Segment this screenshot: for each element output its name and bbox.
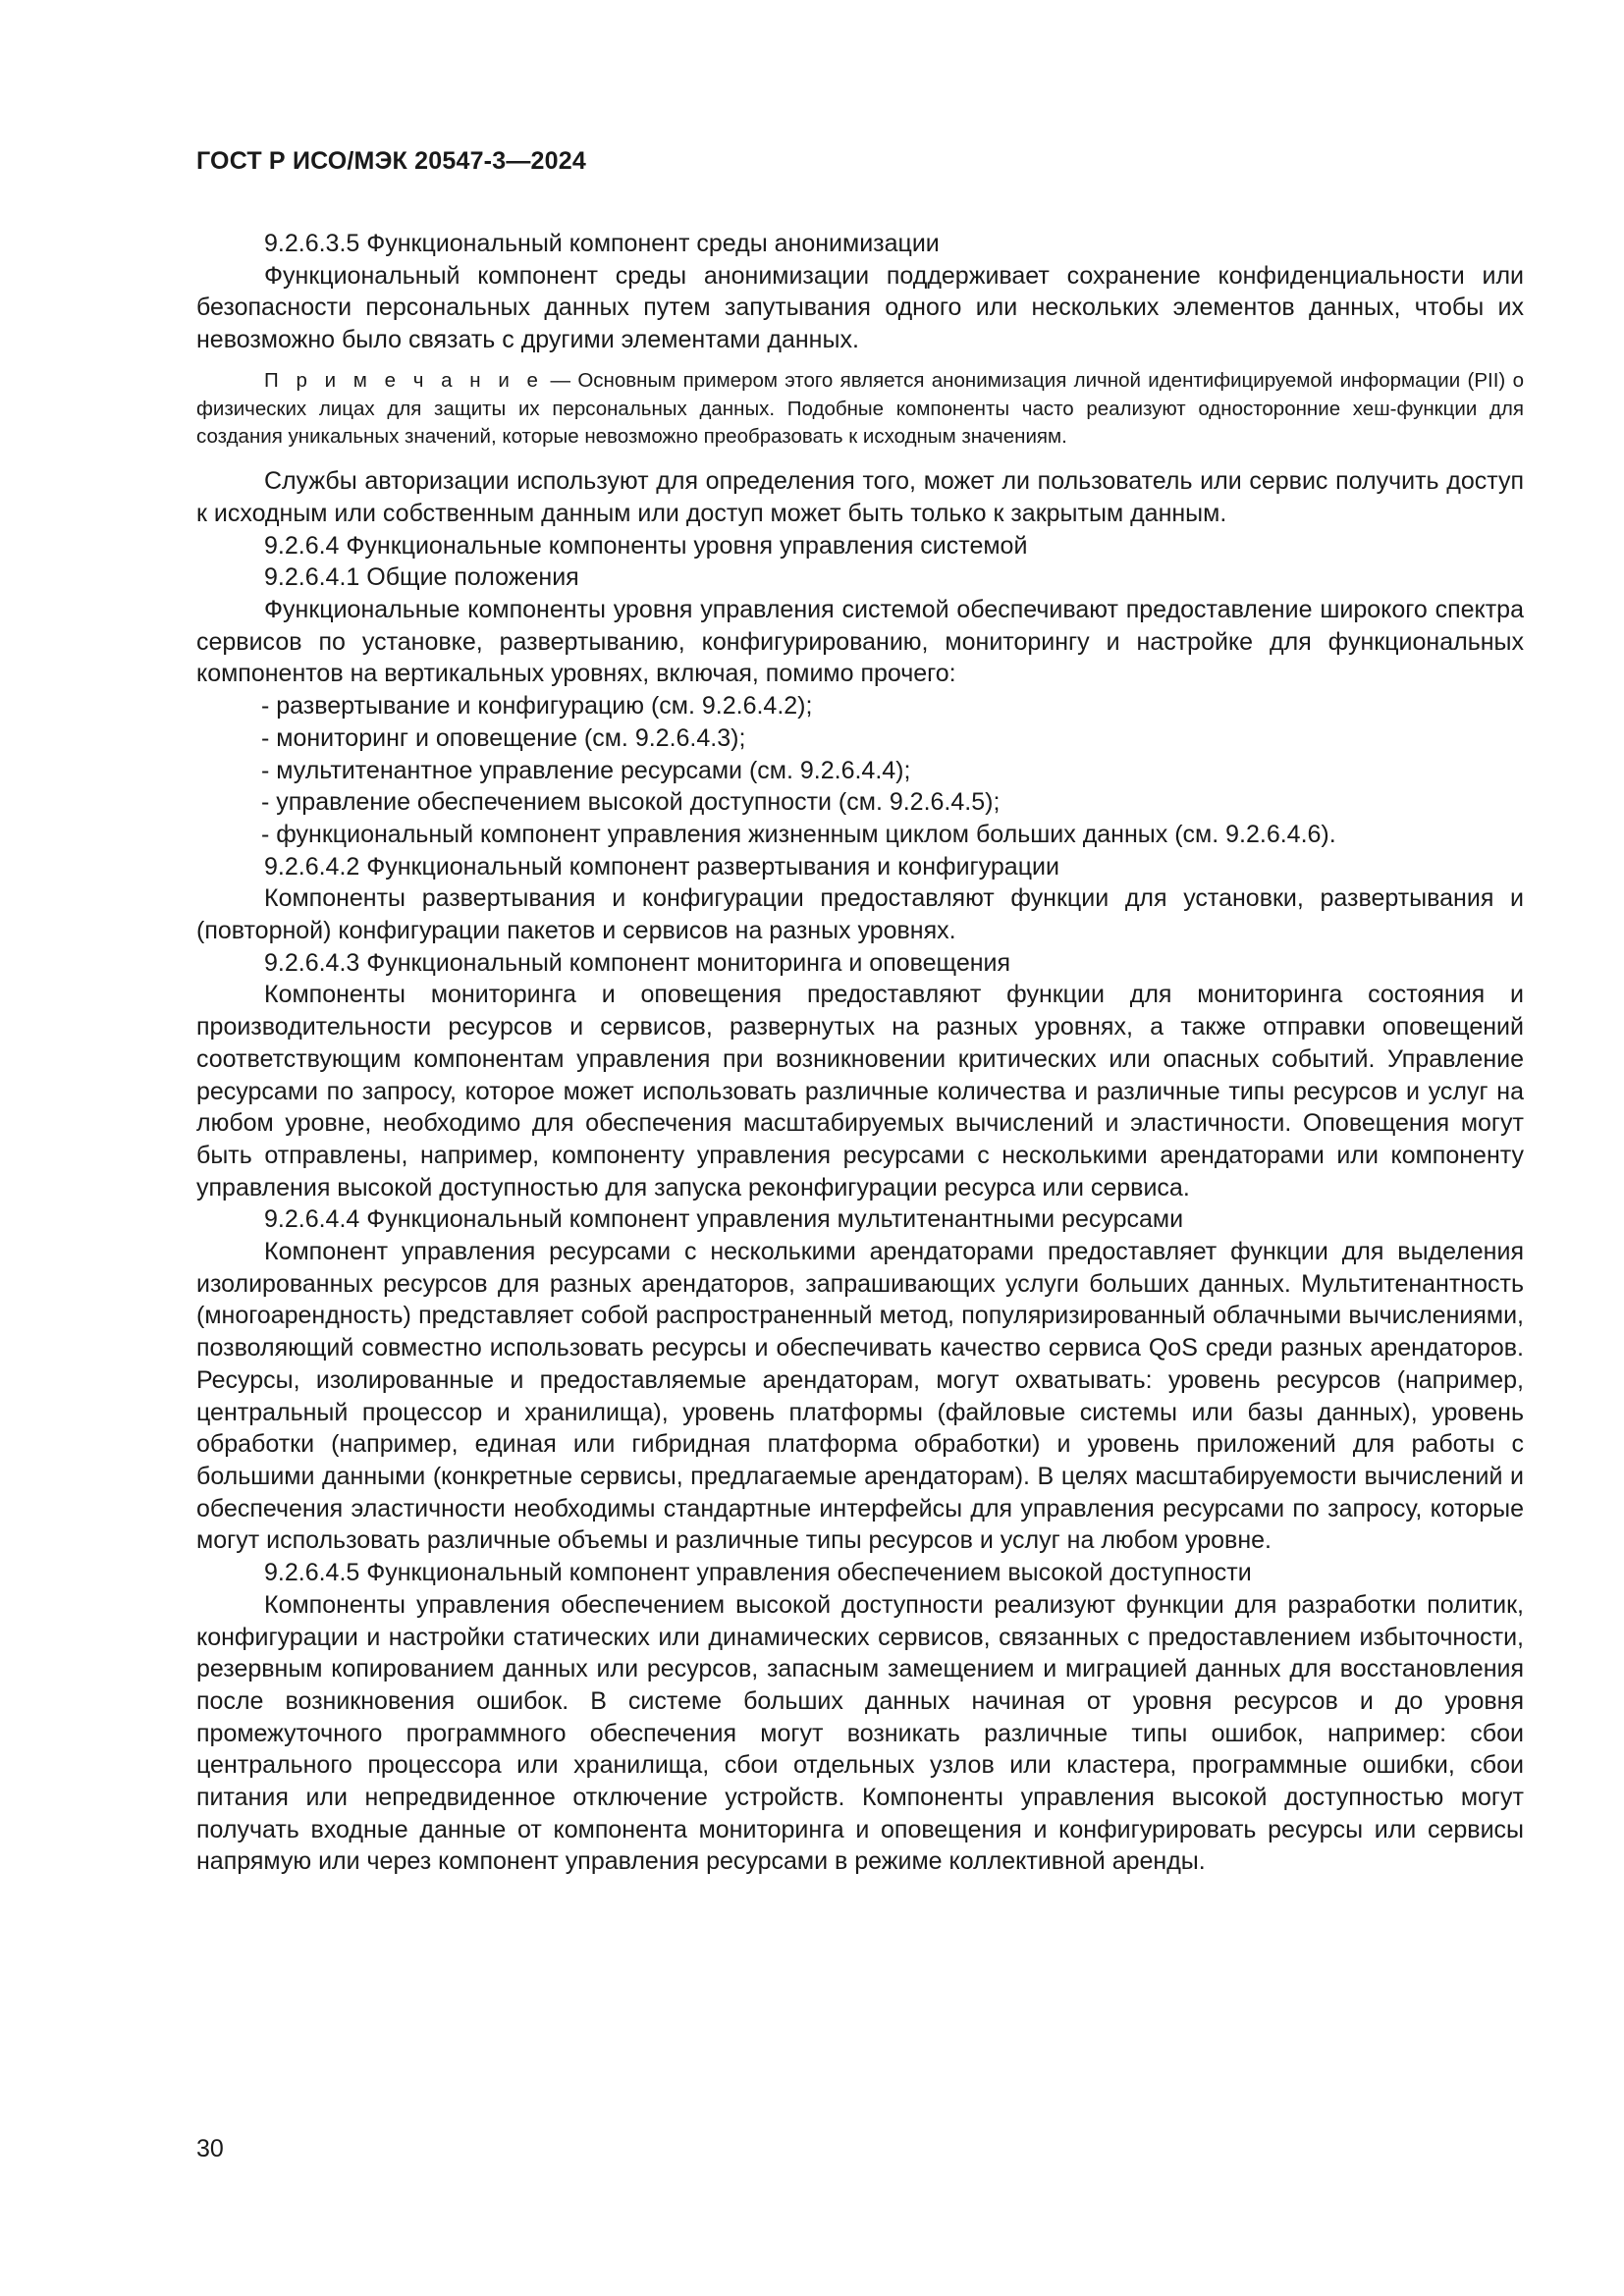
list-item: - мультитенантное управление ресурсами (см. 9.2.6.4.4); <box>261 756 911 784</box>
note-text: Основным примером этого является анонимизация личной идентифицируемой информации (PII) о физических лицах для защиты их персональных данных. Подобные компоненты часто реализуют односторонние хеш-функции для создания уникальных значений, которые невозможно преобразовать к исходным значениям. <box>196 368 1524 449</box>
section-heading-9-2-6-4: 9.2.6.4 Функциональные компоненты уровня управления системой <box>264 531 1028 560</box>
note-block <box>196 367 1524 452</box>
paragraph-authorization: Службы авторизации используют для определения того, может ли пользователь или сервис получить доступ к исходным или собственным данным или доступ может быть только к закрытым данным. <box>196 467 1524 527</box>
list-item: - развертывание и конфигурацию (см. 9.2.6.4.2); <box>261 692 813 721</box>
paragraph-monitoring: Компоненты мониторинга и оповещения предоставляют функции для мониторинга состояния и производительности ресурсов и сервисов, развернутых на разных уровнях, а также отправки оповещений соответствующим компонентам управления при возникновении критических или опасных событий. Управление ресурсами по запросу, которое может использовать различные количества и различные типы ресурсов и услуг на любом уровне, необходимо для обеспечения масштабируемых вычислений и эластичности. Оповещения могут быть отправлены, например, компоненту управления ресурсами с несколькими арендаторами или компоненту управления высокой доступностью для запуска реконфигурации ресурса или сервиса. <box>196 981 1524 1201</box>
section-heading-9-2-6-4-4: 9.2.6.4.4 Функциональный компонент управления мультитенантными ресурсами <box>264 1205 1184 1234</box>
paragraph-deployment: Компоненты развертывания и конфигурации предоставляют функции для установки, развертывания и (повторной) конфигурации пакетов и сервисов на разных уровнях. <box>196 884 1524 945</box>
list-item: - управление обеспечением высокой доступности (см. 9.2.6.4.5); <box>261 788 1001 817</box>
note-dash: — <box>543 368 578 392</box>
paragraph-multitenant: Компонент управления ресурсами с несколькими арендаторами предоставляет функции для выделения изолированных ресурсов для разных арендаторов, запрашивающих услуги больших данных. Мультитенантность (многоарендность) представляет собой распространенный метод, популяризированный облачными вычислениями, позволяющий совместно использовать ресурсы и обеспечивать качество сервиса QoS среди разных арендаторов. Ресурсы, изолированные и предоставляемые арендаторам, могут охватывать: уровень ресурсов (например, центральный процессор и хранилища), уровень платформы (файловые системы или базы данных), уровень обработки (например, единая или гибридная платформа обработки) и уровень приложений для работы с большими данными (конкретные сервисы, предлагаемые арендаторам). В целях масштабируемости вычислений и обеспечения эластичности необходимы стандартные интерфейсы для управления ресурсами по запросу, которые могут использовать различные объемы и различные типы ресурсов и услуг на любом уровне. <box>196 1238 1524 1555</box>
paragraph-system-management: Функциональные компоненты уровня управления системой обеспечивают предоставление широкого спектра сервисов по установке, развертыванию, конфигурированию, мониторингу и настройке для функциональных компонентов на вертикальных уровнях, включая, помимо прочего: <box>196 596 1524 688</box>
paragraph-high-availability: Компоненты управления обеспечением высокой доступности реализуют функции для разработки политик, конфигурации и настройки статических или динамических сервисов, связанных с предоставлением избыточности, резервным копированием данных или ресурсов, запасным замещением и миграцией данных для восстановления после возникновения ошибок. В системе больших данных начиная от уровня ресурсов и до уровня промежуточного программного обеспечения могут возникать различные типы ошибок, например: сбои центрального процессора или хранилища, сбои отдельных узлов или кластера, программные ошибки, сбои питания или непредвиденное отключение устройств. Компоненты управления высокой доступностью могут получать входные данные от компонента мониторинга и оповещения и конфигурировать ресурсы или сервисы напрямую или через компонент управления ресурсами в режиме коллективной аренды. <box>196 1590 1524 1876</box>
page-number: 30 <box>196 2135 224 2163</box>
section-heading-9-2-6-4-1: 9.2.6.4.1 Общие положения <box>264 563 579 592</box>
paragraph-anonymization: Функциональный компонент среды анонимизации поддерживает сохранение конфиденциальности или безопасности персональных данных путем запутывания одного или нескольких элементов данных, чтобы их невозможно было связать с другими элементами данных. <box>196 261 1524 354</box>
section-heading-9-2-6-4-3: 9.2.6.4.3 Функциональный компонент мониторинга и оповещения <box>264 948 1011 977</box>
section-heading-9-2-6-3-5: 9.2.6.3.5 Функциональный компонент среды анонимизации <box>264 230 940 257</box>
note-label: П р и м е ч а н и е <box>264 368 544 392</box>
document-body <box>196 228 1524 1878</box>
list-item: - мониторинг и оповещение (см. 9.2.6.4.3); <box>261 723 746 752</box>
list-item: - функциональный компонент управления жизненным циклом больших данных (см. 9.2.6.4.6). <box>261 820 1336 848</box>
standard-header: ГОСТ Р ИСО/МЭК 20547-3—2024 <box>196 147 586 175</box>
section-heading-9-2-6-4-2: 9.2.6.4.2 Функциональный компонент развертывания и конфигурации <box>264 852 1059 881</box>
section-heading-9-2-6-4-5: 9.2.6.4.5 Функциональный компонент управления обеспечением высокой доступности <box>264 1559 1252 1587</box>
